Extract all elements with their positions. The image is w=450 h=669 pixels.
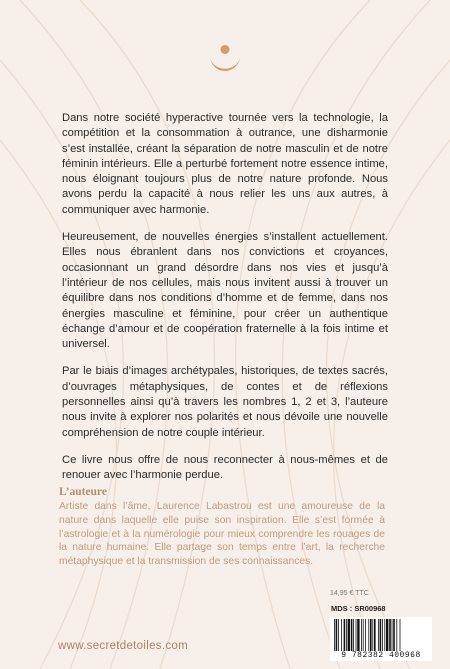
summary-paragraph-4: Ce livre nous offre de nous reconnecter à nous-mêmes et de renouer avec l’harmonie perdue. <box>62 453 388 482</box>
barcode-bar <box>392 619 393 651</box>
website-link[interactable]: www.secretdetoiles.com <box>58 640 188 652</box>
barcode-bar <box>338 619 339 651</box>
barcode-bar <box>346 619 347 651</box>
barcode-bar <box>341 619 342 651</box>
barcode-bar <box>386 619 388 651</box>
barcode-bar <box>334 619 335 651</box>
author-bio: Artiste dans l’âme, Laurence Labastrou est une amoureuse de la nature dans laquelle elle puise son inspiration. Elle s’est formée à l’astrologie et à la numérologie pour mieux comprendre les rouages de la nature humaine. Elle partage son temps entre l’art, la recherche métaphysique et la transmission de ses connaissances. <box>59 501 385 568</box>
barcode-bar <box>384 619 385 651</box>
barcode-bar <box>361 619 362 651</box>
moon-sun-icon <box>205 44 245 78</box>
barcode-bar <box>396 619 397 651</box>
barcode-bar <box>357 619 359 651</box>
barcode-bar <box>378 619 379 651</box>
barcode-bar <box>363 619 364 651</box>
barcode-bar <box>368 619 369 651</box>
barcode-bar <box>372 619 373 651</box>
barcode-bar <box>351 619 353 651</box>
barcode-bar <box>336 619 338 651</box>
barcode-bar <box>380 619 382 651</box>
barcode-bar <box>353 619 354 651</box>
barcode <box>330 617 432 661</box>
summary-paragraph-3: Par le biais d’images archétypales, historiques, de textes sacrés, d’ouvrages métaphysiques, de contes et de réflexions personnelles ainsi qu’à travers les nombres 1, 2 et 3, l’auteure nous invite à explorer nos polarités et nous dévoile une nouvelle compréhension de notre couple intérieur. <box>62 365 388 439</box>
barcode-bar <box>382 619 383 651</box>
back-cover-summary <box>62 111 388 496</box>
price-label: 14,95 € TTC <box>330 590 369 597</box>
barcode-bar <box>356 619 357 651</box>
mds-code: MDS : SR00968 <box>331 604 386 613</box>
barcode-bar <box>374 619 376 651</box>
barcode-bar <box>400 619 401 651</box>
barcode-bar <box>365 619 366 651</box>
author-heading: L’auteure <box>59 486 107 498</box>
barcode-bar <box>393 619 395 651</box>
barcode-bars <box>334 619 428 651</box>
barcode-bar <box>389 619 391 651</box>
isbn-number: 9 782382 400968 <box>341 651 421 660</box>
barcode-bar <box>348 619 350 651</box>
barcode-bar <box>344 619 346 651</box>
summary-paragraph-2: Heureusement, de nouvelles énergies s’installent actuellement. Elles nous ébranlent dans nos convictions et croyances, occasionnant un grand désordre dans nos vies et jusqu’à l’intérieur de nos cellules, mais nous invitent aussi à trouver un équilibre dans nos conditions d’homme et de femme, dans nos énergies masculine et féminine, pour créer un authentique échange d’amour et de coopération fraternelle à la fois intime et universel. <box>62 231 388 351</box>
barcode-bar <box>370 619 372 651</box>
summary-paragraph-1: Dans notre société hyperactive tournée vers la technologie, la compétition et la consommation à outrance, une disharmonie s’est installée, créant la séparation de notre masculin et de notre féminin intérieurs. Elle a perturbé fortement notre essence intime, nous éloignant toujours plus de notre nature profonde. Nous avons perdu la capacité à nous relier les uns aux autres, à communiquer avec harmonie. <box>62 112 388 216</box>
